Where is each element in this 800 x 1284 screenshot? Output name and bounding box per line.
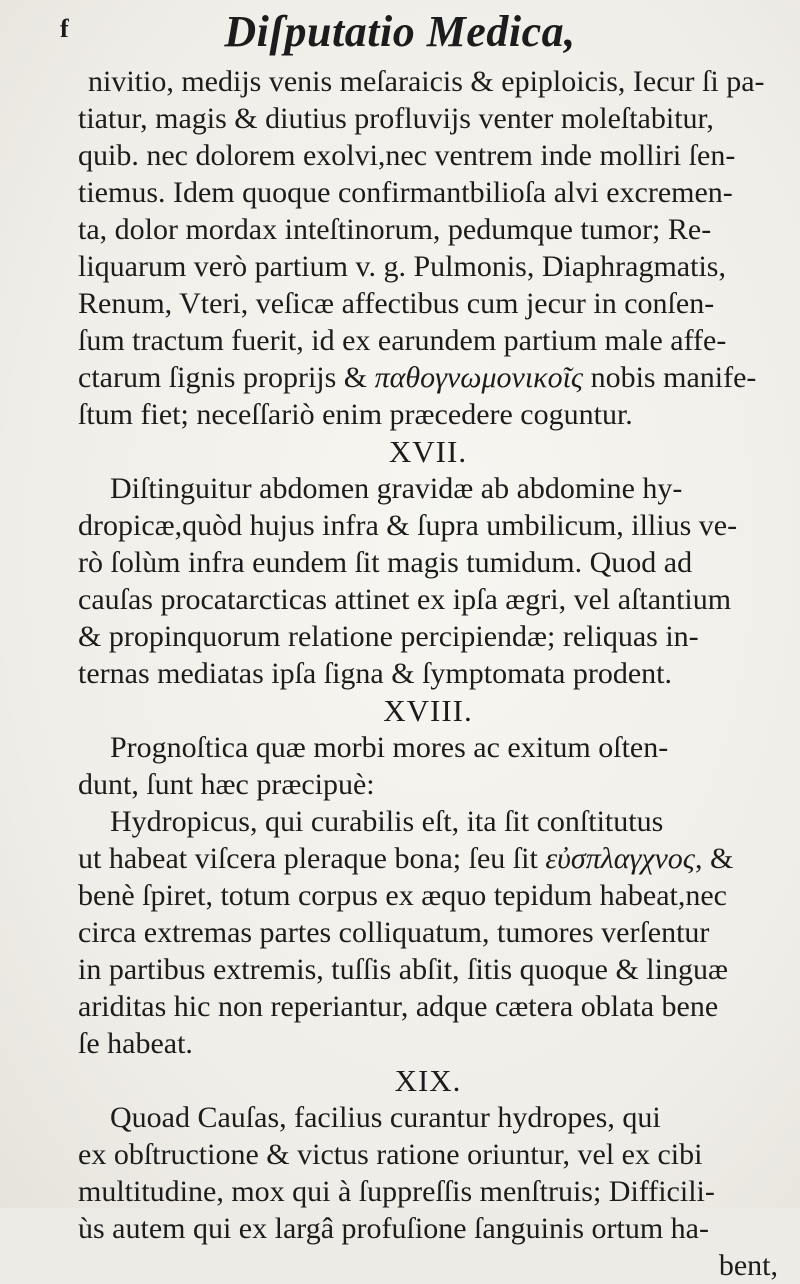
- text-line: bent,: [718, 1249, 778, 1282]
- text-line: tiatur, magis & diutius profluvijs venter moleſtabitur,: [78, 102, 714, 135]
- text-line: nivitio, medijs venis meſaraicis & epiploicis, Iecur ſi pa-: [88, 65, 765, 98]
- text-line: ta, dolor mordax inteſtinorum, pedumque tumor; Re-: [78, 213, 712, 246]
- body-text: [78, 63, 778, 1284]
- text-line: ſum tractum fuerit, id ex earundem partium male affe-: [78, 324, 727, 357]
- text-line: rò ſolùm infra eundem ſit magis tumidum. Quod ad: [78, 546, 693, 579]
- section-number: XVII.: [388, 434, 468, 469]
- section-number: XVIII.: [383, 693, 473, 728]
- text-line: ùs autem qui ex largâ profuſione ſanguinis ortum ha-: [78, 1212, 709, 1245]
- text-line: Renum, Vteri, veſicæ affectibus cum jecur in conſen-: [78, 287, 715, 320]
- text-segment: nobis manife-: [590, 361, 757, 394]
- text-segment: ctarum ſignis proprijs &: [78, 361, 368, 394]
- text-line: [78, 359, 778, 396]
- text-segment: ut habeat viſcera pleraque bona; ſeu ſit: [78, 842, 538, 875]
- greek-word: παθογνωμονικοῖς: [374, 361, 584, 394]
- text-line: dunt, ſunt hæc præcipuè:: [78, 768, 375, 801]
- text-line: tiemus. Idem quoque confirmantbilioſa alvi excremen-: [78, 176, 733, 209]
- text-line: quib. nec dolorem exolvi,nec ventrem inde molliri ſen-: [78, 139, 736, 172]
- text-line: ſtum fiet; neceſſariò enim præcedere coguntur.: [78, 398, 633, 431]
- text-line: multitudine, mox qui à ſuppreſſis menſtruis; Difficili-: [78, 1175, 715, 1208]
- text-line: ſe habeat.: [78, 1027, 193, 1060]
- text-line: Diſtinguitur abdomen gravidæ ab abdomine hy-: [110, 472, 683, 505]
- text-line: Quoad Cauſas, facilius curantur hydropes, qui: [110, 1101, 661, 1134]
- text-line: [78, 840, 778, 877]
- text-line: in partibus extremis, tuſſis abſit, ſitis quoque & linguæ: [78, 953, 728, 986]
- signature-mark: f: [60, 14, 69, 43]
- text-segment: , &: [694, 842, 734, 875]
- text-line: dropicæ,quòd hujus infra & ſupra umbilicum, illius ve-: [78, 509, 738, 542]
- page-header: [0, 4, 800, 56]
- greek-word: εὐσπλαγχνος: [545, 842, 695, 875]
- text-line: & propinquorum relatione percipiendæ; reliquas in-: [78, 620, 699, 653]
- text-line: Prognoſtica quæ morbi mores ac exitum oſten-: [110, 731, 669, 764]
- section-number: XIX.: [394, 1063, 462, 1098]
- text-line: ex obſtructione & victus ratione oriuntur, vel ex cibi: [78, 1138, 703, 1171]
- text-line: Hydropicus, qui curabilis eſt, ita ſit conſtitutus: [110, 805, 664, 838]
- text-line: ariditas hic non reperiantur, adque cætera oblata bene: [78, 990, 719, 1023]
- text-line: liquarum verò partium v. g. Pulmonis, Diaphragmatis,: [78, 250, 726, 283]
- text-line: ternas mediatas ipſa ſigna & ſymptomata prodent.: [78, 657, 673, 690]
- running-title: Diſputatio Medica,: [224, 7, 576, 56]
- text-line: circa extremas partes colliquatum, tumores verſentur: [78, 916, 710, 949]
- text-line: benè ſpiret, totum corpus ex æquo tepidum habeat,nec: [78, 879, 727, 912]
- text-line: cauſas procatarcticas attinet ex ipſa ægri, vel aſtantium: [78, 583, 732, 616]
